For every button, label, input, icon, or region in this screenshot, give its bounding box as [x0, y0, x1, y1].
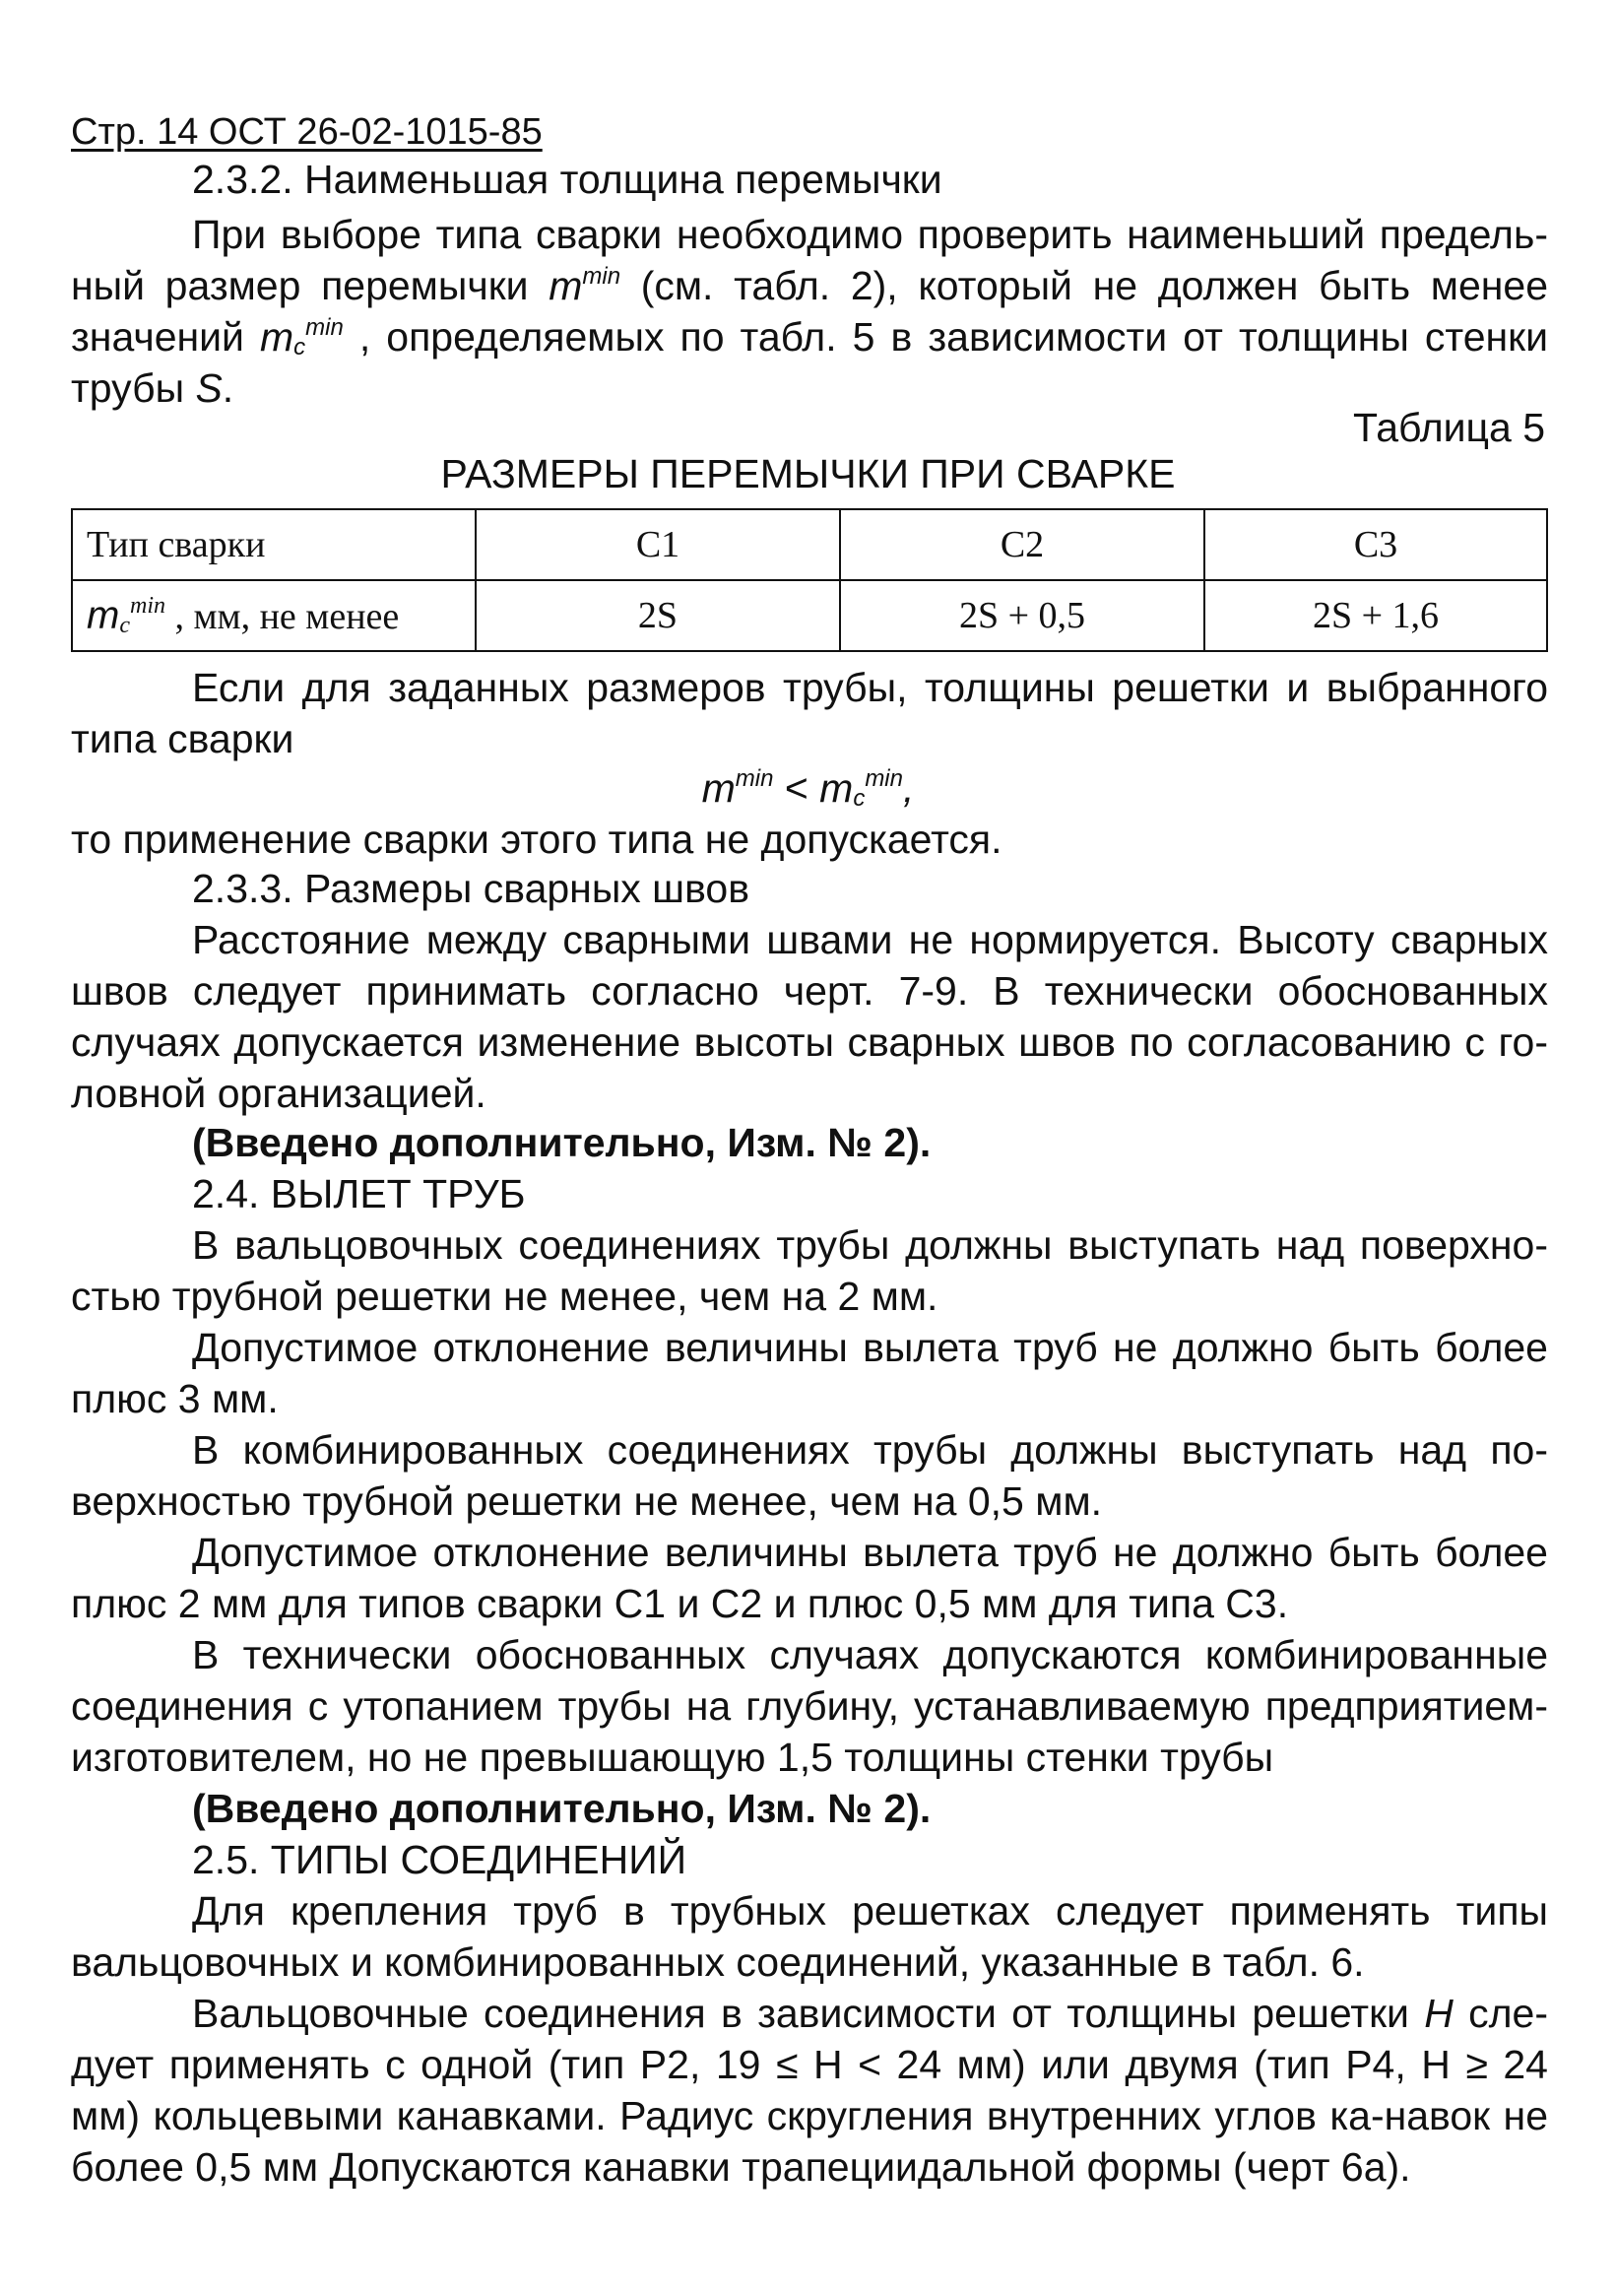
section-2-5-paragraph-1: Для крепления труб в трубных решетках следует применять типы вальцовочных и комбинированных соединений, указанные в табл. 6.: [71, 1888, 1548, 1985]
section-2-3-3-paragraph: Расстояние между сварными швами не нормируется. Высоту сварных швов следует принимать согласно черт. 7-9. В технически обоснованных случаях допускается изменение высоты сварных швов по согласованию с го-ловной организацией.: [71, 917, 1548, 1116]
section-2-3-3-heading: 2.3.3. Размеры сварных швов: [192, 866, 749, 911]
amendment-note: (Введено дополнительно, Изм. № 2).: [192, 1786, 932, 1831]
condition-paragraph: Если для заданных размеров трубы, толщины решетки и выбранного типа сварки: [71, 665, 1548, 761]
condition-consequence: то применение сварки этого типа не допускается.: [71, 817, 1002, 862]
table-5-title: РАЗМЕРЫ ПЕРЕМЫЧКИ ПРИ СВАРКЕ: [440, 451, 1176, 496]
section-2-4-paragraph-3: В комбинированных соединениях трубы должны выступать над по-верхностью трубной решетки не менее, чем на 0,5 мм.: [71, 1427, 1548, 1524]
table-row: [72, 580, 1547, 651]
section-2-4-paragraph-2: Допустимое отклонение величины вылета труб не должно быть более плюс 3 мм.: [71, 1325, 1548, 1421]
condition-formula: $m^{min} < m_c^{min}$,: [701, 765, 915, 812]
table-5-label: Таблица 5: [1353, 405, 1545, 450]
section-2-4-paragraph-4: Допустимое отклонение величины вылета труб не должно быть более плюс 2 мм для типов сварки С1 и С2 и плюс 0,5 мм для типа С3.: [71, 1530, 1548, 1626]
table-cell: 2S + 0,5: [840, 580, 1204, 651]
section-2-3-2-heading: 2.3.2. Наименьшая толщина перемычки: [192, 157, 942, 202]
table-cell: 2S: [476, 580, 840, 651]
section-2-4-paragraph-1: В вальцовочных соединениях трубы должны выступать над поверхно-стью трубной решетки не менее, чем на 2 мм.: [71, 1222, 1548, 1319]
table-cell: $m_c^{min}$ , мм, не менее: [72, 580, 476, 651]
page-header: Стр. 14 ОСТ 26-02-1015-85: [71, 111, 543, 153]
section-2-5-heading: 2.5. ТИПЫ СОЕДИНЕНИЙ: [192, 1837, 687, 1882]
table-cell: С1: [476, 509, 840, 580]
section-2-4-paragraph-5: В технически обоснованных случаях допускаются комбинированные соединения с утопанием трубы на глубину, устанавливаемую предприятием-изготовителем, но не превышающую 1,5 толщины стенки трубы: [71, 1632, 1548, 1780]
table-cell: 2S + 1,6: [1204, 580, 1547, 651]
table-5: [71, 508, 1548, 652]
section-2-4-heading: 2.4. ВЫЛЕТ ТРУБ: [192, 1171, 526, 1216]
section-2-5-paragraph-2: Вальцовочные соединения в зависимости от толщины решетки H сле-дует применять с одной (тип Р2, 19 ≤ Н < 24 мм) или двумя (тип Р4, Н ≥ 24 мм) кольцевыми канавками. Радиус скругления внутренних углов ка-навок не более 0,5 мм Допускаются канавки трапециидальной формы (черт 6а).: [71, 1991, 1548, 2190]
table-cell: Тип сварки: [72, 509, 476, 580]
table-cell: С3: [1204, 509, 1547, 580]
section-2-3-2-paragraph: При выборе типа сварки необходимо проверить наименьший предель-ный размер перемычки $m^{min}$ (см. табл. 2), который не должен быть менее значений $m_c^{min}$ , определяемых по табл. 5 в зависимости от толщины стенки трубы S.: [71, 212, 1548, 411]
table-row: [72, 509, 1547, 580]
table-cell: С2: [840, 509, 1204, 580]
amendment-note: (Введено дополнительно, Изм. № 2).: [192, 1120, 932, 1165]
